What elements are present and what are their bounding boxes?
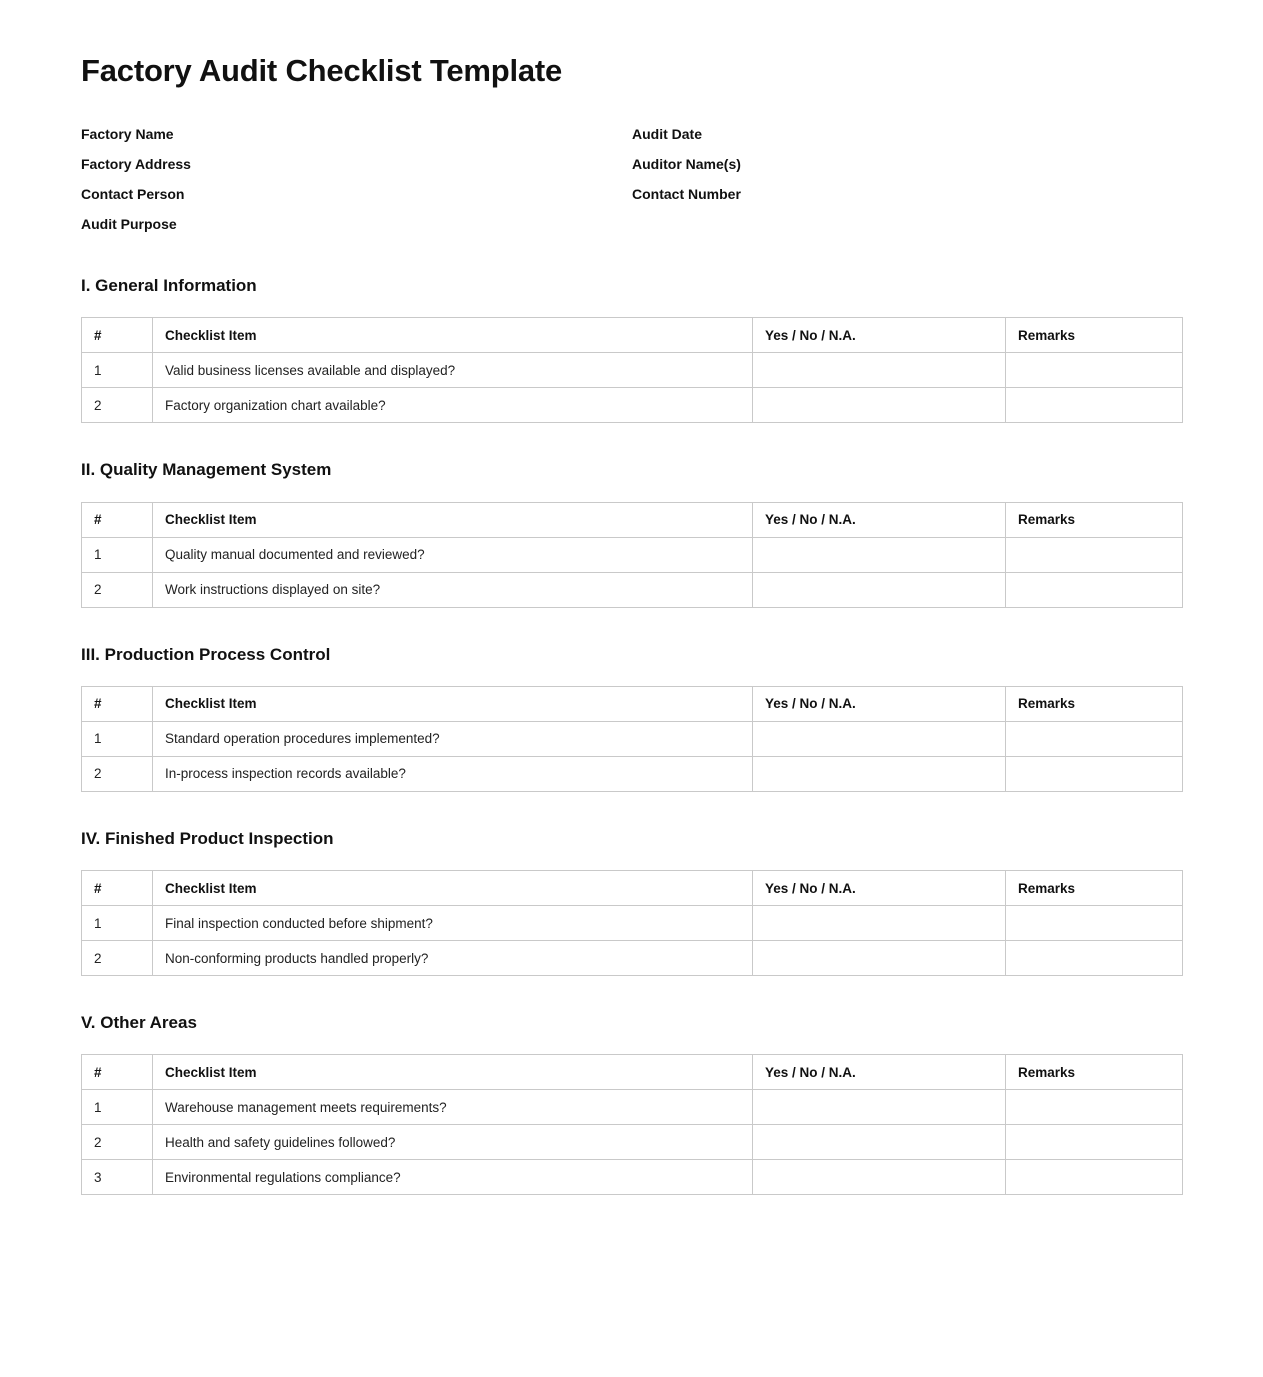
field-label-audit-date: Audit Date <box>632 126 702 143</box>
table-header-row <box>82 1055 1183 1090</box>
section-heading: III. Production Process Control <box>81 644 331 664</box>
cell-number: 1 <box>82 906 153 941</box>
cell-checklist-item: Factory organization chart available? <box>153 388 753 423</box>
cell-remarks[interactable] <box>1006 353 1183 388</box>
checklist-table <box>81 317 1183 423</box>
section-finished-product-inspection <box>81 828 1183 976</box>
field-label-audit-purpose: Audit Purpose <box>81 216 177 233</box>
column-header-number: # <box>82 318 153 353</box>
cell-number: 3 <box>82 1160 153 1195</box>
column-header-number: # <box>82 1055 153 1090</box>
column-header-checklist-item: Checklist Item <box>153 318 753 353</box>
cell-checklist-item: Warehouse management meets requirements? <box>153 1090 753 1125</box>
cell-yes-no-na[interactable] <box>753 756 1006 791</box>
cell-number: 1 <box>82 353 153 388</box>
cell-checklist-item: Quality manual documented and reviewed? <box>153 537 753 572</box>
cell-checklist-item: Work instructions displayed on site? <box>153 572 753 607</box>
cell-yes-no-na[interactable] <box>753 941 1006 976</box>
audit-metadata-fields <box>81 119 1183 239</box>
cell-checklist-item: Health and safety guidelines followed? <box>153 1125 753 1160</box>
column-header-checklist-item: Checklist Item <box>153 686 753 721</box>
cell-remarks[interactable] <box>1006 756 1183 791</box>
table-header-row <box>82 686 1183 721</box>
cell-yes-no-na[interactable] <box>753 388 1006 423</box>
cell-yes-no-na[interactable] <box>753 1160 1006 1195</box>
cell-yes-no-na[interactable] <box>753 537 1006 572</box>
cell-number: 1 <box>82 721 153 756</box>
cell-checklist-item: Environmental regulations compliance? <box>153 1160 753 1195</box>
column-header-checklist-item: Checklist Item <box>153 1055 753 1090</box>
column-header-remarks: Remarks <box>1006 686 1183 721</box>
checklist-table <box>81 502 1183 608</box>
metadata-column-right <box>632 119 1183 239</box>
field-label-auditor-names: Auditor Name(s) <box>632 156 741 173</box>
column-header-yes-no-na: Yes / No / N.A. <box>753 871 1006 906</box>
column-header-remarks: Remarks <box>1006 318 1183 353</box>
cell-number: 2 <box>82 1125 153 1160</box>
cell-checklist-item: Standard operation procedures implemented? <box>153 721 753 756</box>
table-row <box>82 1090 1183 1125</box>
cell-remarks[interactable] <box>1006 721 1183 756</box>
cell-yes-no-na[interactable] <box>753 721 1006 756</box>
column-header-number: # <box>82 871 153 906</box>
cell-remarks[interactable] <box>1006 537 1183 572</box>
table-row <box>82 388 1183 423</box>
column-header-yes-no-na: Yes / No / N.A. <box>753 686 1006 721</box>
table-row <box>82 537 1183 572</box>
section-heading: II. Quality Management System <box>81 460 332 480</box>
cell-checklist-item: Final inspection conducted before shipment? <box>153 906 753 941</box>
column-header-yes-no-na: Yes / No / N.A. <box>753 318 1006 353</box>
cell-remarks[interactable] <box>1006 906 1183 941</box>
column-header-checklist-item: Checklist Item <box>153 871 753 906</box>
column-header-number: # <box>82 502 153 537</box>
field-label-factory-name: Factory Name <box>81 126 174 143</box>
cell-number: 2 <box>82 756 153 791</box>
cell-yes-no-na[interactable] <box>753 1125 1006 1160</box>
table-row <box>82 906 1183 941</box>
cell-remarks[interactable] <box>1006 388 1183 423</box>
column-header-remarks: Remarks <box>1006 1055 1183 1090</box>
field-label-contact-person: Contact Person <box>81 186 185 203</box>
table-row <box>82 721 1183 756</box>
cell-checklist-item: Non-conforming products handled properly? <box>153 941 753 976</box>
cell-yes-no-na[interactable] <box>753 353 1006 388</box>
checklist-table <box>81 686 1183 792</box>
table-row <box>82 1125 1183 1160</box>
section-general-information <box>81 275 1183 423</box>
section-other-areas <box>81 1012 1183 1195</box>
cell-checklist-item: In-process inspection records available? <box>153 756 753 791</box>
metadata-column-left <box>81 119 632 239</box>
cell-remarks[interactable] <box>1006 1125 1183 1160</box>
field-label-factory-address: Factory Address <box>81 156 191 173</box>
cell-number: 1 <box>82 537 153 572</box>
cell-remarks[interactable] <box>1006 941 1183 976</box>
table-row <box>82 1160 1183 1195</box>
checklist-table <box>81 870 1183 976</box>
column-header-yes-no-na: Yes / No / N.A. <box>753 502 1006 537</box>
table-row <box>82 353 1183 388</box>
table-header-row <box>82 502 1183 537</box>
table-row <box>82 941 1183 976</box>
cell-number: 1 <box>82 1090 153 1125</box>
page-title: Factory Audit Checklist Template <box>81 53 563 88</box>
column-header-number: # <box>82 686 153 721</box>
cell-checklist-item: Valid business licenses available and displayed? <box>153 353 753 388</box>
column-header-yes-no-na: Yes / No / N.A. <box>753 1055 1006 1090</box>
cell-remarks[interactable] <box>1006 1160 1183 1195</box>
section-production-process-control <box>81 644 1183 792</box>
column-header-remarks: Remarks <box>1006 502 1183 537</box>
section-heading: I. General Information <box>81 276 257 296</box>
field-label-contact-number: Contact Number <box>632 186 741 203</box>
cell-number: 2 <box>82 572 153 607</box>
checklist-table <box>81 1054 1183 1195</box>
section-quality-management-system <box>81 459 1183 607</box>
cell-number: 2 <box>82 388 153 423</box>
cell-yes-no-na[interactable] <box>753 1090 1006 1125</box>
table-row <box>82 756 1183 791</box>
cell-yes-no-na[interactable] <box>753 572 1006 607</box>
cell-yes-no-na[interactable] <box>753 906 1006 941</box>
cell-number: 2 <box>82 941 153 976</box>
section-heading: V. Other Areas <box>81 1013 197 1033</box>
table-row <box>82 572 1183 607</box>
section-heading: IV. Finished Product Inspection <box>81 828 334 848</box>
cell-remarks[interactable] <box>1006 572 1183 607</box>
column-header-checklist-item: Checklist Item <box>153 502 753 537</box>
table-header-row <box>82 318 1183 353</box>
cell-remarks[interactable] <box>1006 1090 1183 1125</box>
column-header-remarks: Remarks <box>1006 871 1183 906</box>
table-header-row <box>82 871 1183 906</box>
